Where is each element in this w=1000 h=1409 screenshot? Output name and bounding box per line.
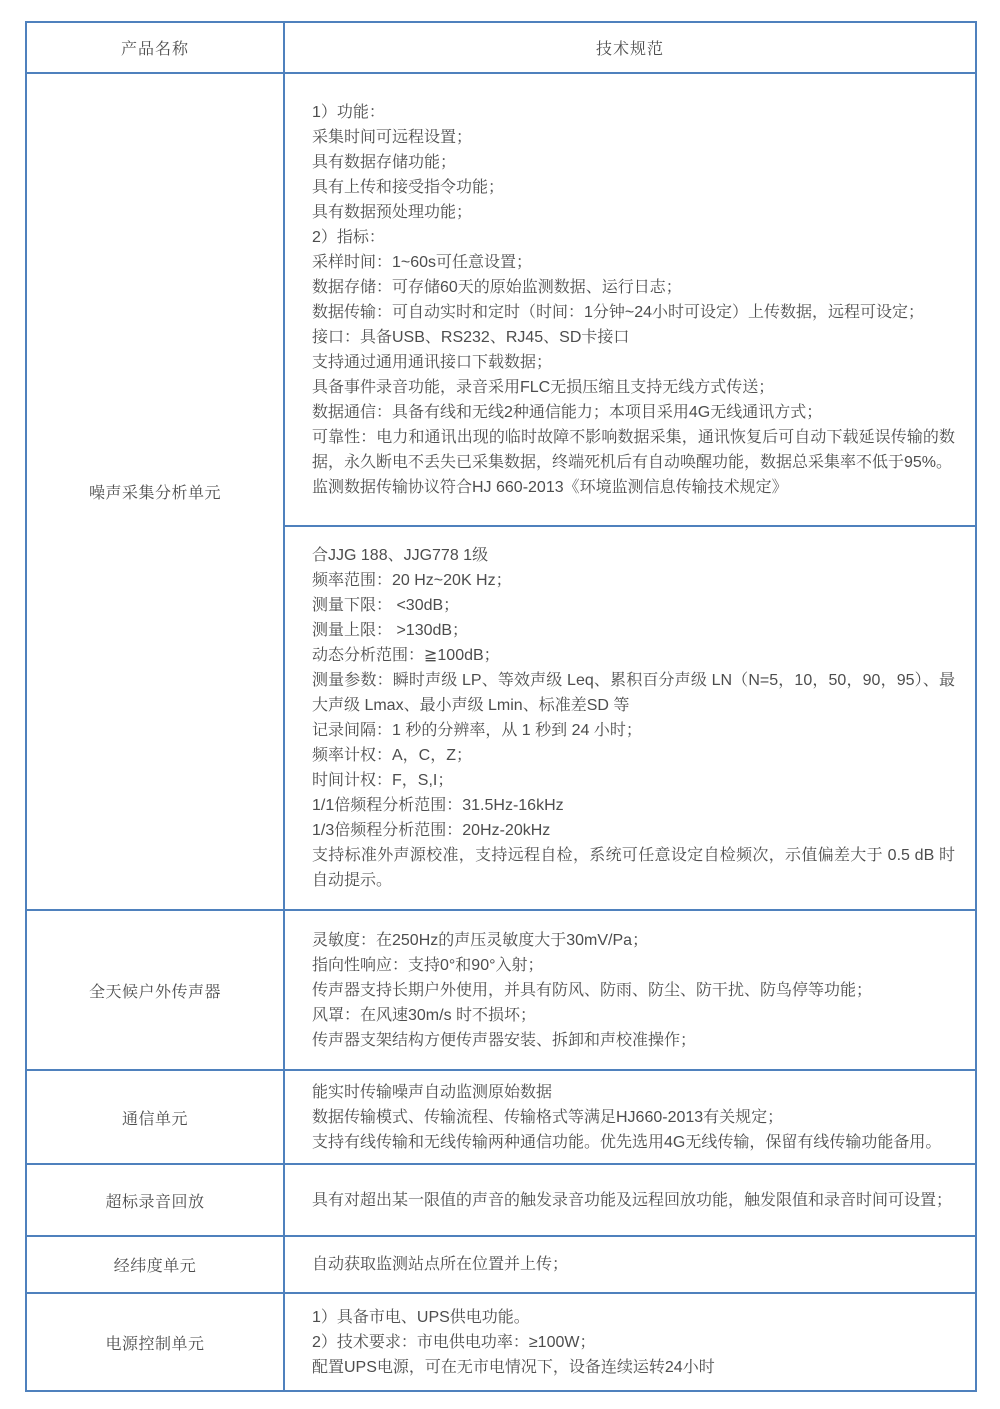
spec-line: 具有数据预处理功能； [312,203,473,221]
spec-line: 指向性响应：支持0°和90°入射； [312,956,544,974]
column-header-product-name: 产品名称 [26,22,284,73]
spec-line: 动态分析范围：≧100dB； [312,647,500,664]
spec-line: 1/1倍频程分析范围：31.5Hz-16kHz [312,797,564,814]
product-name-outdoor-microphone: 全天候户外传声器 [26,910,284,1070]
product-name-noise-collection-unit: 噪声采集分析单元 [26,73,284,910]
spec-line: 1/3倍频程分析范围：20Hz-20kHz [312,822,551,839]
spec-line: 合JJG 188、JJG778 1级 [312,547,489,564]
product-name-communication-unit: 通信单元 [26,1070,284,1164]
spec-line: 采样时间：1~60s可任意设置； [312,253,533,271]
spec-line: 接口：具备USB、RS232、RJ45、SD卡接口 [312,328,630,346]
spec-line: 支持标准外声源校准，支持远程自检，系统可任意设定自检频次，示值偏差大于 0.5 dB 时自动提示。 [312,847,955,889]
spec-line: 数据存储：可存储60天的原始监测数据、运行日志； [312,278,682,296]
spec-cell-noise-unit-metrics [284,526,976,910]
spec-line: 能实时传输噪声自动监测原始数据 [312,1083,553,1101]
spec-line: 传声器支架结构方便传声器安装、拆卸和声校准操作； [312,1031,697,1049]
spec-line: 1）功能： [312,103,385,121]
spec-line: 2）指标： [312,228,385,246]
spec-line: 时间计权：F，S,I； [312,772,454,789]
spec-line: 具有对超出某一限值的声音的触发录音功能及远程回放功能，触发限值和录音时间可设置； [312,1191,953,1209]
spec-line: 传声器支持长期户外使用，并具有防风、防雨、防尘、防干扰、防鸟停等功能； [312,981,873,999]
spec-line: 具有数据存储功能； [312,153,457,171]
spec-line: 频率范围：20 Hz~20K Hz； [312,572,512,589]
spec-cell-communication-unit [284,1070,976,1164]
spec-line: 测量上限： >130dB； [312,622,469,639]
spec-line: 2）技术要求：市电供电功率：≥100W； [312,1333,596,1351]
spec-cell-noise-unit-functions [284,73,976,526]
spec-cell-latitude-longitude-unit [284,1236,976,1293]
spec-cell-outdoor-microphone [284,910,976,1070]
spec-line: 数据传输模式、传输流程、传输格式等满足HJ660-2013有关规定； [312,1108,784,1126]
spec-line: 频率计权：A，C，Z； [312,747,473,764]
spec-line: 数据传输：可自动实时和定时（时间：1分钟~24小时可设定）上传数据，远程可设定； [312,303,925,321]
spec-cell-over-limit-recording [284,1164,976,1236]
spec-line: 支持通过通用通讯接口下载数据； [312,353,553,371]
spec-line: 具备事件录音功能，录音采用FLC无损压缩且支持无线方式传送； [312,378,775,396]
product-name-power-control-unit: 电源控制单元 [26,1293,284,1391]
spec-line: 测量下限： <30dB； [312,597,460,614]
spec-line: 具有上传和接受指令功能； [312,178,505,196]
spec-line: 1）具备市电、UPS供电功能。 [312,1308,530,1326]
spec-line: 支持有线传输和无线传输两种通信功能。优先选用4G无线传输，保留有线传输功能备用。 [312,1133,942,1151]
product-name-latitude-longitude-unit: 经纬度单元 [26,1236,284,1293]
spec-line: 配置UPS电源，可在无市电情况下，设备连续运转24小时 [312,1358,715,1376]
spec-cell-power-control-unit [284,1293,976,1391]
spec-line: 自动获取监测站点所在位置并上传； [312,1256,569,1273]
spec-line: 采集时间可远程设置； [312,128,473,146]
spec-line: 风罩：在风速30m/s 时不损坏； [312,1006,537,1024]
spec-table [25,21,977,1392]
spec-line: 灵敏度：在250Hz的声压灵敏度大于30mV/Pa； [312,931,649,949]
spec-line: 数据通信：具备有线和无线2种通信能力；本项目采用4G无线通讯方式； [312,403,823,421]
product-name-over-limit-recording: 超标录音回放 [26,1164,284,1236]
column-header-tech-spec: 技术规范 [284,22,976,73]
spec-line: 可靠性：电力和通讯出现的临时故障不影响数据采集，通讯恢复后可自动下载延误传输的数据，永久断电不丢失已采集数据，终端死机后有自动唤醒功能，数据总采集率不低于95%。 [312,428,955,471]
spec-line: 监测数据传输协议符合HJ 660-2013《环境监测信息传输技术规定》 [312,478,788,496]
spec-line: 测量参数：瞬时声级 LP、等效声级 Leq、累积百分声级 LN（N=5，10，50，90，95）、最大声级 Lmax、最小声级 Lmin、标准差SD 等 [312,672,955,714]
spec-line: 记录间隔：1 秒的分辨率，从 1 秒到 24 小时； [312,722,642,739]
